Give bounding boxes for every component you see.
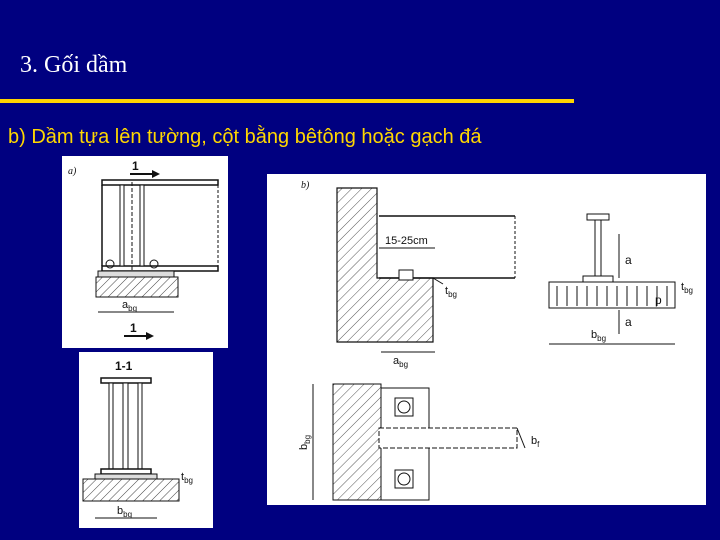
dim-t-bg-b: $t_{bg}$ — [445, 285, 457, 299]
section-1-1-panel — [79, 352, 213, 528]
section-mark-top: 1 — [132, 159, 139, 173]
figure-b-panel — [267, 174, 706, 505]
figure-b-drawing — [267, 174, 706, 505]
label-b-bg-c: $b_{bg}$ — [591, 329, 607, 343]
dim-b-bg-section: $b_{bg}$ — [117, 505, 133, 519]
figure-b-label: b) — [301, 180, 310, 191]
dim-bf: $b_f$ — [531, 435, 540, 449]
label-a-top: a — [625, 253, 632, 267]
section-title: 1-1 — [115, 359, 133, 373]
section-1-1-drawing — [79, 352, 213, 528]
dim-b-bg-b: $b_{bg}$ — [298, 434, 312, 450]
label-t-bg-c: $t_{bg}$ — [681, 281, 693, 295]
figure-a-label: a) — [68, 166, 77, 177]
title-underline — [0, 99, 574, 103]
section-mark-bottom: 1 — [130, 321, 137, 335]
label-p: p — [655, 293, 662, 307]
dim-t-bg-section: $t_{bg}$ — [181, 471, 193, 485]
dim-a-bg-b: $a_{bg}$ — [393, 355, 409, 369]
dim-span: 15-25cm — [385, 235, 428, 247]
slide-title: 3. Gối dầm — [20, 52, 128, 78]
figure-a-drawing — [62, 156, 228, 348]
label-a-bottom: a — [625, 315, 632, 329]
dim-a-bg-a: $a_{bg}$ — [122, 299, 138, 313]
slide-subtitle: b) Dầm tựa lên tường, cột bằng bêtông hoặc gạch đá — [8, 126, 482, 148]
figure-a-panel — [62, 156, 228, 348]
